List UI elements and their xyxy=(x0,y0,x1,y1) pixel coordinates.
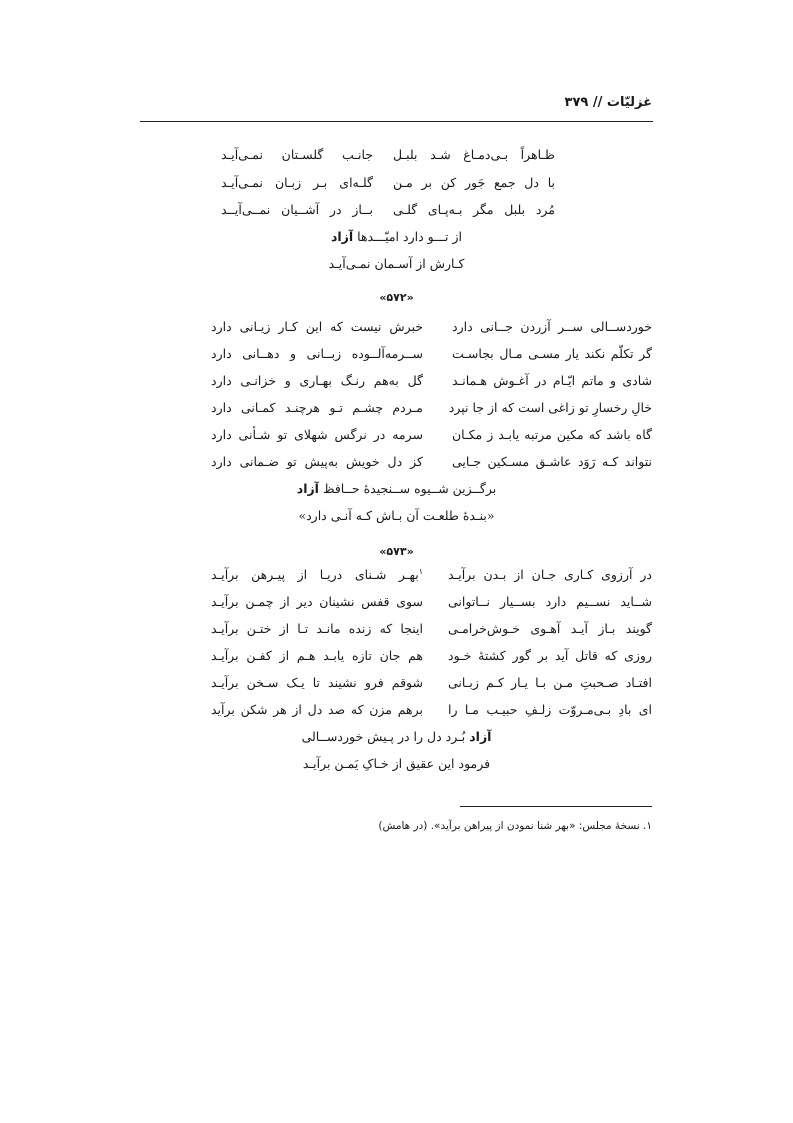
hemistich-right: ای بادِ بـی‌مـروّت زلـفِ حبیـب مـا را xyxy=(448,702,652,717)
final-couplet-line-1 xyxy=(0,481,793,496)
poem-number: «۵۷۳» xyxy=(379,545,414,558)
hemistich-right: خوردســالی ســر آزردن جــانی دارد xyxy=(452,319,652,334)
hemistich-right: نتواند کـه رَوَد عاشـق مسـکین جـایی xyxy=(452,454,652,469)
hemistich-right: گاه باشد که مکین مرتبه یابـد ز مکـان xyxy=(452,427,652,442)
hemistich-right: با دل جمع جَور کن بر مـن xyxy=(393,175,555,190)
couplet xyxy=(0,346,793,372)
hemistich-left: گلـه‌ای بـر زبـان نمـی‌آیـد xyxy=(221,175,373,190)
hemistich-left: خبرش نیست که این کـار زیـانی دارد xyxy=(211,319,423,334)
couplet xyxy=(0,621,793,647)
hemistich-left-text: بهـر شـنای دریـا از پیـرهن برآیـد xyxy=(211,567,419,583)
hemistich-right: در آرزوی کـاری جـان از بـدن برآیـد xyxy=(448,567,652,582)
hemistich-right: گر تکلّم نکند یار مسـی مـال بجاسـت xyxy=(452,346,652,361)
poem-number: «۵۷۲» xyxy=(379,291,414,304)
hemistich-right: روزی که قاتل آید بر گور کشتهٔ خـود xyxy=(448,648,652,663)
couplet xyxy=(0,373,793,399)
couplet xyxy=(0,594,793,620)
hemistich-left: اینجا که زنده مانـد تـا از ختـن برآیـد xyxy=(211,621,423,636)
couplet xyxy=(0,202,793,228)
hemistich-left: گل به‌هم رنـگ بهـاری و خزانـی دارد xyxy=(211,373,423,388)
final-couplet-line-2: «بنـدهٔ طلعـت آن بـاش کـه آنـی دارد» xyxy=(298,508,495,523)
hemistich-right: خالِ رخسارِ تو زاغی است که از جا نپرد xyxy=(448,400,652,415)
footnote: ۱. نسخهٔ مجلس: «بهر شنا نمودن از پیراهن برآید». (در هامش) xyxy=(378,820,652,832)
hemistich-right: مُرد بلبل مگر بـه‌پـای گلـی xyxy=(393,202,555,217)
final-couplet-line-1 xyxy=(0,729,793,744)
hemistich-left xyxy=(211,567,423,582)
poet-name: آزاد xyxy=(469,729,492,744)
couplet xyxy=(0,648,793,674)
couplet xyxy=(0,675,793,701)
couplet xyxy=(0,400,793,426)
couplet xyxy=(0,175,793,201)
hemistich-left: سوی قفس نشینان دیر از چمـن برآیـد xyxy=(211,594,423,609)
hemistich-left: مـردم چشـم تـو هرچنـد کمـانی دارد xyxy=(211,400,423,415)
couplet xyxy=(0,454,793,480)
couplet xyxy=(0,319,793,345)
footnote-marker: ۱ xyxy=(418,567,423,576)
running-head: غزلیّات // ۳۷۹ xyxy=(564,95,652,110)
hemistich-right: گویند بـاز آیـد آهـوی خـوش‌خرامـی xyxy=(448,621,652,636)
hemistich-right: شادی و ماتم ایّـام در آغـوش هـمانـد xyxy=(452,373,652,388)
hemistich-right: شــاید نســیم دارد بســیار نــاتوانی xyxy=(448,594,652,609)
hemistich-left: برهم مزن که صد دل از هر شکن برآید xyxy=(211,702,423,717)
hemistich-left: بــاز در آشــیان نمــی‌آیــد xyxy=(221,202,373,217)
page-header xyxy=(0,0,793,125)
poet-name: آزاد xyxy=(330,229,354,244)
hemistich-left: جانـب گلسـتان نمـی‌آیـد xyxy=(221,147,373,162)
header-rule xyxy=(140,121,653,122)
final-line-text: برگــزین شــیوه ســنجیدهٔ حــافظ xyxy=(322,481,497,496)
hemistich-left: ســرمه‌آلــوده زبــانی و دهــانی دارد xyxy=(211,346,423,361)
hemistich-left: هم جان تازه یابـد هـم از کفـن برآیـد xyxy=(211,648,423,663)
hemistich-right: ظـاهراً بـی‌دمـاغ شـد بلبـل xyxy=(393,147,555,162)
hemistich-left: کز دل خویش به‌پیش تو ضـمانی دارد xyxy=(211,454,423,469)
poet-name: آزاد xyxy=(296,481,319,496)
final-couplet-line-2: فرمود این عقیق از خـاکِ یَمـن برآیـد xyxy=(302,756,491,771)
final-couplet-line-2: کـارش از آسـمان نمـی‌آیـد xyxy=(328,256,465,271)
hemistich-right: افتـاد صـحبتِ مـن بـا یـار کـم زبـانی xyxy=(448,675,652,690)
final-line-text: بُـرد دل را در پـیش خوردســالی xyxy=(301,729,466,744)
footnote-rule xyxy=(460,806,652,807)
couplet xyxy=(0,147,793,173)
couplet xyxy=(0,427,793,453)
hemistich-left: شوقم فرو نشیند تا یـک سـخن برآیـد xyxy=(211,675,423,690)
couplet xyxy=(0,567,793,593)
final-couplet-line-1 xyxy=(0,229,793,244)
hemistich-left: سرمه در نرگس شهلای تو شـأنی دارد xyxy=(211,427,423,442)
final-line-text: از تـــو دارد امیّـــدها xyxy=(357,229,463,244)
couplet xyxy=(0,702,793,728)
